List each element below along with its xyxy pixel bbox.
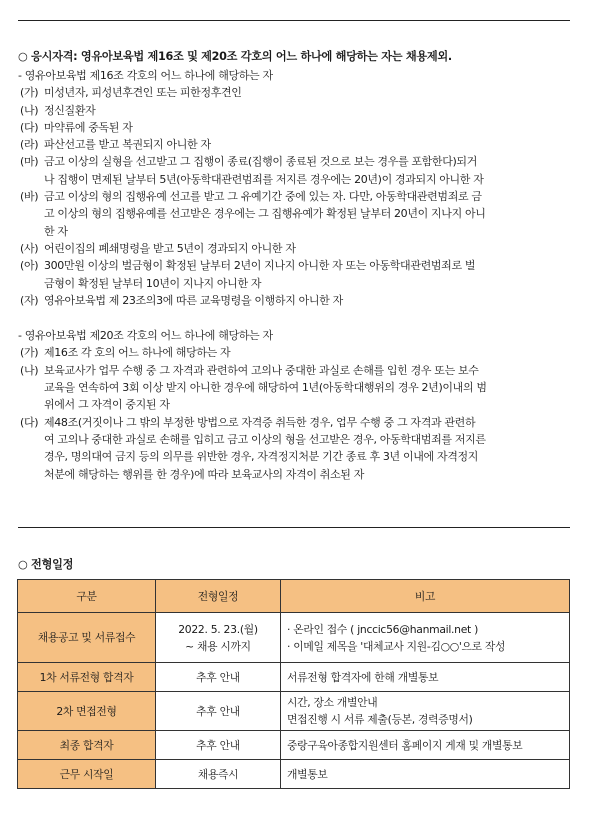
item-text (44, 362, 576, 414)
group2-header: - 영유아보육법 제20조 각호의 어느 하나에 해당하는 자 (18, 329, 273, 343)
header-cell: 구분 (18, 580, 156, 613)
cell-text: 시간, 장소 개별안내 (287, 696, 378, 709)
schedule-cell (156, 613, 281, 663)
item-marker: (다) (20, 415, 39, 429)
cell-text: 채용즉시 (197, 767, 239, 781)
cell-text: 근무 시작일 (59, 767, 114, 781)
schedule-title: ○ 전형일정 (18, 558, 74, 571)
schedule-cell (156, 731, 281, 760)
item-line: 나 집행이 면제된 날부터 5년(아동학대관련범죄를 저지른 경우에는 20년)이 경과되지 아니한 자 (44, 172, 484, 186)
item-text (44, 240, 576, 257)
middle-rule (18, 527, 570, 528)
cell-text: 서류전형 합격자에 한해 개별통보 (287, 670, 439, 684)
note-cell (281, 731, 570, 760)
header-cell: 전형일정 (156, 580, 281, 613)
item-line: 300만원 이상의 벌금형이 확정된 날부터 2년이 지나지 아니한 자 또는 아동학대관련범죄로 벌 (44, 259, 476, 273)
schedule-cell (156, 692, 281, 731)
top-rule (18, 20, 570, 21)
table-row (18, 613, 570, 663)
item-line: 금고 이상의 형의 집행유예 선고를 받고 그 유예기간 중에 있는 자. 다만, 아동학대관련범죄로 금 (44, 190, 482, 204)
cell-text: 개별통보 (287, 767, 328, 781)
list-item (18, 362, 576, 414)
item-line: 마약류에 중독된 자 (44, 120, 133, 134)
cell-text: · 온라인 접수 ( jnccic56@hanmail.net ) (287, 622, 479, 636)
item-line: 처분에 해당하는 행위를 한 경우)에 따라 보육교사의 자격이 취소된 자 (44, 467, 364, 481)
item-line: 경우, 명의대여 금지 등의 의무를 위반한 경우, 자격정지처분 기간 종료 후 3년 이내에 자격정지 (44, 450, 479, 464)
item-line: 교육을 연속하여 3회 이상 받지 아니한 경우에 해당하여 1년(아동학대행위의 경우 2년)이내의 범 (44, 381, 487, 395)
item-text (44, 344, 576, 361)
list-item (18, 84, 576, 101)
item-line: 어린이집의 폐쇄명령을 받고 5년이 경과되지 아니한 자 (44, 241, 296, 255)
note-cell (281, 613, 570, 663)
item-text (44, 119, 576, 136)
group1-list (18, 84, 576, 309)
cell-text: 중랑구육아종합지원센터 홈페이지 게재 및 개별통보 (287, 738, 523, 752)
list-item (18, 188, 576, 240)
note-cell (281, 692, 570, 731)
item-line: 보육교사가 업무 수행 중 그 자격과 관련하여 고의나 중대한 과실로 손해를 입힌 경우 또는 보수 (44, 363, 479, 377)
item-line: 금고 이상의 실형을 선고받고 그 집행이 종료(집행이 종료된 것으로 보는 경우를 포함한다)되거 (44, 155, 477, 169)
cell-text: 2022. 5. 23.(월) (178, 622, 258, 636)
list-item (18, 136, 576, 153)
item-marker: (가) (20, 346, 39, 360)
item-line: 제48조(거짓이나 그 밖의 부정한 방법으로 자격증 취득한 경우, 업무 수행 중 그 자격과 관련하 (44, 415, 476, 429)
item-marker: (마) (20, 155, 39, 169)
item-text (44, 257, 576, 292)
schedule-cell (156, 663, 281, 692)
item-text (44, 153, 576, 188)
list-item (18, 119, 576, 136)
note-cell (281, 760, 570, 789)
list-item (18, 292, 576, 309)
list-item (18, 153, 576, 188)
schedule-cell (156, 760, 281, 789)
stage-cell (18, 692, 156, 731)
item-marker: (라) (20, 138, 39, 152)
list-item (18, 344, 576, 361)
item-line: 파산선고를 받고 복권되지 아니한 자 (44, 138, 211, 152)
stage-cell (18, 731, 156, 760)
table-row (18, 692, 570, 731)
table-body (18, 613, 570, 789)
header-cell: 비고 (281, 580, 570, 613)
item-marker: (다) (20, 120, 39, 134)
table-row (18, 731, 570, 760)
stage-cell (18, 760, 156, 789)
list-item (18, 414, 576, 483)
eligibility-title: ○ 응시자격: 영유아보육법 제16조 및 제20조 각호의 어느 하나에 해당하는 자는 채용제외. (18, 50, 452, 63)
list-item (18, 102, 576, 119)
item-marker: (사) (20, 241, 39, 255)
note-cell (281, 663, 570, 692)
cell-text: · 이메일 제목을 '대체교사 지원-김○○'으로 작성 (287, 639, 506, 653)
item-marker: (나) (20, 103, 39, 117)
cell-text: 채용공고 및 서류접수 (37, 631, 136, 644)
item-line: 여 고의나 중대한 과실로 손해를 입히고 금고 이상의 형을 선고받은 경우, 아동학대범죄를 저지른 (44, 432, 486, 446)
item-text (44, 136, 576, 153)
cell-text: 최종 합격자 (59, 738, 114, 752)
cell-text: 면접진행 시 서류 제출(등본, 경력증명서) (287, 713, 473, 726)
item-text (44, 414, 576, 483)
cell-text: 추후 안내 (196, 738, 240, 752)
item-line: 한 자 (44, 224, 68, 238)
group1-header: - 영유아보육법 제16조 각호의 어느 하나에 해당하는 자 (18, 69, 273, 82)
item-marker: (바) (20, 190, 39, 204)
item-line: 금형이 확정된 날부터 10년이 지나지 아니한 자 (44, 276, 262, 290)
item-line: 정신질환자 (44, 103, 96, 117)
eligibility-body (18, 67, 576, 483)
cell-text: 1차 서류전형 합격자 (39, 670, 134, 684)
item-marker: (아) (20, 259, 39, 273)
item-text (44, 84, 576, 101)
list-item (18, 257, 576, 292)
item-line: 고 이상의 형의 집행유예를 선고받은 경우에는 그 집행유예가 확정된 날부터 20년이 지나지 아니 (44, 207, 486, 221)
stage-cell (18, 613, 156, 663)
item-marker: (나) (20, 363, 39, 377)
item-text (44, 188, 576, 240)
cell-text: 추후 안내 (196, 670, 240, 684)
item-line: 미성년자, 피성년후견인 또는 피한정후견인 (44, 86, 242, 100)
item-marker: (자) (20, 293, 39, 307)
stage-cell (18, 663, 156, 692)
table-row (18, 663, 570, 692)
item-line: 영유아보육법 제 23조의3에 따른 교육명령을 이행하지 아니한 자 (44, 293, 343, 307)
item-text (44, 102, 576, 119)
cell-text: ~ 채용 시까지 (185, 639, 251, 653)
schedule-table (17, 579, 570, 789)
table-row (18, 760, 570, 789)
list-item (18, 240, 576, 257)
cell-text: 추후 안내 (196, 704, 240, 718)
item-marker: (가) (20, 86, 39, 100)
group2-list (18, 344, 576, 482)
cell-text: 2차 면접전형 (56, 704, 117, 718)
item-line: 위에서 그 자격이 중지된 자 (44, 398, 170, 412)
table-header-row (18, 580, 570, 613)
item-line: 제16조 각 호의 어느 하나에 해당하는 자 (44, 346, 231, 360)
item-text (44, 292, 576, 309)
